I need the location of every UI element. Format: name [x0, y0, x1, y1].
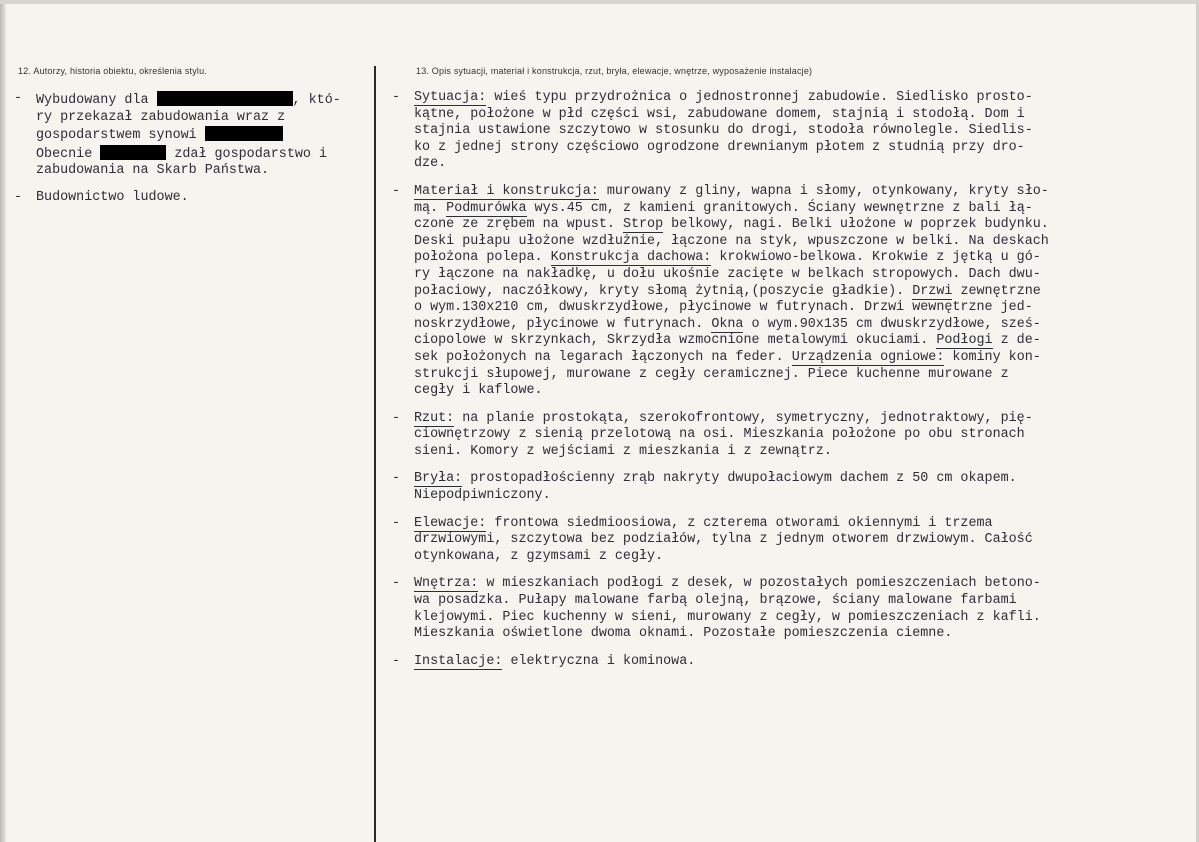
bullet-dash: - — [392, 90, 401, 105]
list-item-style: - Budownictwo ludowe. — [14, 189, 189, 205]
label-sytuacja: Sytuacja: — [414, 90, 487, 105]
label-bryla: Bryła: — [414, 471, 463, 487]
redaction-bar — [100, 145, 166, 160]
section-12-header: 12. Autorzy, historia obiektu, określenia stylu. — [18, 66, 208, 76]
list-item-wnetrza: - Wnętrza: w mieszkaniach podłogi z desek, w pozostałych pomieszczeniach betono- wa posadzka. Pułapy malowane farbą olejną, brązowe, ściany malowane farbami klejowymi. Piec kuchenny w sieni, murowany z cegły, w pomieszczeniach z kafli. Mieszkania oświetlone dwoma oknami. Pozostałe pomieszczenia ciemne. — [392, 576, 1041, 642]
list-item-material: - Materiał i konstrukcja: murowany z gliny, wapna i słomy, otynkowany, kryty sło- mą. Podmurówka wys.45 cm, z kamieni granitowych. Ściany wewnętrzne z bali łą- czone ze zrębem na wpust. Strop belkowy, nagi. Belki ułożone w poprzek budynku. Deski pułapu ułożone wzdłużnie, łączone na styk, wpuszczone w belki. Na deskach położona polepa. Konstrukcja dachowa: krokwiowo-belkowa. Krokwie z jętką u gó- ry łączone na nakładkę, u dołu ukośnie zacięte w belkach stropowych. Dach dwu- połaciowy, naczółkowy, kryty słomą żytnią,(poszycie gładkie). Drzwi zewnętrzne o wym.130x210 cm, dwuskrzydłowe, płycinowe w futrynach. Drzwi wewnętrzne jed- noskrzydłowe, płycinowe w futrynach. Okna o wym.90x135 cm dwuskrzydłowe, sześ- ciopolowe w skrzynkach, Skrzydła wzmocnione metalowymi okuciami. Podłogi z de- sek położonych na legarach łączonych na feder. Urządzenia ogniowe: kominy kon- strukcji słupowej, murowane z cegły ceramicznej. Piece kuchenne murowane z cegły i kaflowe. — [392, 183, 1049, 399]
list-item-instalacje: - Instalacje: elektryczna i kominowa. — [392, 653, 696, 669]
label-elewacje: Elewacje: — [414, 515, 487, 531]
list-item-history: - Wybudowany dla , któ- ry przekazał zabudowania wraz z gospodarstwem synowi Obecnie zdał gospodarstwo i zabudowania na Skarb Państwa. — [14, 91, 341, 179]
label-podlogi: Podłogi — [936, 333, 993, 349]
label-urzadzenia-ogniowe: Urządzenia ogniowe: — [791, 349, 945, 365]
bullet-dash: - — [392, 410, 401, 426]
redaction-bar — [205, 126, 283, 141]
bullet-dash: - — [392, 653, 401, 669]
label-podmurowka: Podmurówka — [446, 200, 527, 216]
section-13-header: 13. Opis sytuacji, materiał i konstrukcja, rzut, bryła, elewacje, wnętrze, wyposażenie instalacje) — [416, 66, 813, 76]
label-okna: Okna — [711, 316, 744, 332]
section-13-content — [392, 90, 1192, 670]
page-edge-top — [0, 0, 1199, 4]
list-item-sytuacja: - Sytuacja: wieś typu przydrożnica o jednostronnej zabudowie. Siedlisko prosto- kątne, położone w płd części wsi, zabudowane domem, stajnią i stodołą. Dom i stajnia ustawione szczytowo w stosunku do drogi, stodoła równolegle. Siedlis- ko z jednej strony częściowo ogrodzone drewnianym płotem z studnią przy dro- dze. — [392, 90, 1033, 172]
bullet-dash: - — [14, 91, 23, 106]
column-divider — [374, 66, 376, 842]
label-strop: Strop — [622, 217, 664, 233]
bullet-dash: - — [392, 515, 401, 531]
list-item-rzut: - Rzut: na planie prostokąta, szerokofrontowy, symetryczny, jednotraktowy, pię- ciownętrzowy z sienią przelotową na osi. Mieszkania położone po obu stronach sieni. Komory z wejściami z mieszkania i z zewnątrz. — [392, 410, 1033, 459]
bullet-dash: - — [392, 471, 401, 487]
label-instalacje: Instalacje: — [414, 653, 503, 669]
label-material: Materiał i konstrukcja: — [414, 183, 599, 199]
label-rzut: Rzut: — [414, 410, 455, 426]
bullet-dash: - — [14, 189, 23, 205]
list-item-bryla: - Bryła: prostopadłościenny zrąb nakryty dwupołaciowym dachem z 50 cm okapem. Niepodpiwniczony. — [392, 471, 1017, 504]
page-edge-left — [0, 0, 6, 842]
label-drzwi: Drzwi — [912, 283, 953, 299]
label-konstrukcja-dachowa: Konstrukcja dachowa: — [550, 250, 712, 266]
redaction-bar — [157, 91, 293, 106]
label-wnetrza: Wnętrza: — [414, 576, 479, 592]
bullet-dash: - — [392, 183, 401, 199]
section-12-content — [14, 91, 366, 207]
list-item-elewacje: - Elewacje: frontowa siedmioosiowa, z czterema otworami okiennymi i trzema drzwiowymi, szczytowa bez podziałów, tylna z jednym otworem drzwiowym. Całość otynkowana, z gzymsami z cegły. — [392, 515, 1033, 564]
bullet-dash: - — [392, 576, 401, 592]
